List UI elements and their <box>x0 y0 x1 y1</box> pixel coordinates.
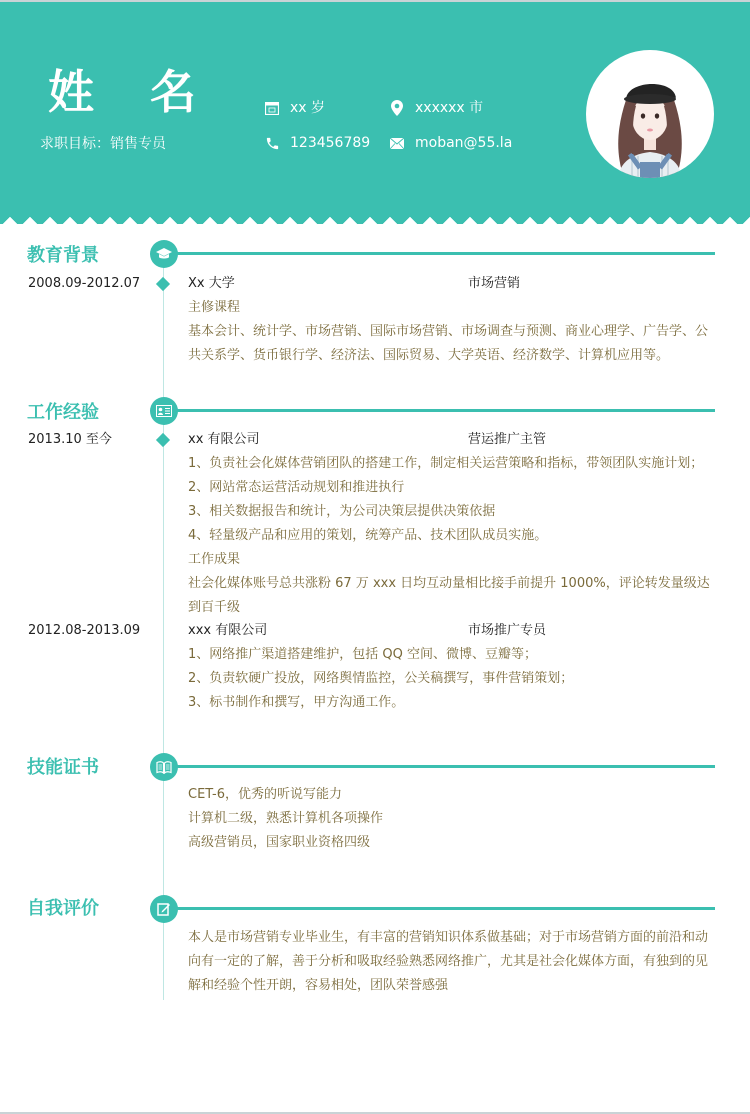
text-line: 社会化媒体账号总共涨粉 67 万 xxx 日均互动量相比接手前提升 1000%，评论转发量级达 <box>188 576 710 591</box>
text-line: 4、轻量级产品和应用的策划，统筹产品、技术团队成员实施。 <box>188 528 548 543</box>
education-details <box>188 296 718 368</box>
open-book-icon <box>150 753 178 781</box>
text-line: 2、负责软硬广投放，网络舆情监控，公关稿撰写，事件营销策划； <box>188 671 574 686</box>
text-line: 计算机二级，熟悉计算机各项操作 <box>188 811 384 826</box>
education-school: Xx 大学 <box>188 276 235 291</box>
text-line: 本人是市场营销专业毕业生，有丰富的营销知识体系做基础；对于市场营销方面的前沿和动 <box>188 930 709 945</box>
graduation-cap-icon <box>150 240 178 268</box>
id-card-icon <box>150 397 178 425</box>
education-date: 2008.09-2012.07 <box>28 276 141 291</box>
text-line: 1、网络推广渠道搭建维护，包括 QQ 空间、微博、豆瓣等； <box>188 647 538 662</box>
work-details-1 <box>188 452 718 620</box>
section-title-self-eval: 自我评价 <box>27 898 99 919</box>
timeline-line <box>163 262 164 1000</box>
edit-pencil-icon <box>150 895 178 923</box>
job-objective: 求职目标：销售专员 <box>40 136 166 152</box>
section-title-education: 教育背景 <box>27 245 99 266</box>
text-line: 1、负责社会化媒体营销团队的搭建工作，制定相关运营策略和指标，带领团队实施计划； <box>188 456 704 471</box>
section-title-work: 工作经验 <box>27 402 99 423</box>
illustrated-girl-avatar <box>586 50 714 178</box>
section-title-skills: 技能证书 <box>27 757 99 778</box>
section-rule-education <box>176 252 715 255</box>
work-details-2 <box>188 643 718 715</box>
phone-text: 123456789 <box>290 135 371 151</box>
text-line: 解和经验个性开朗，容易相处，团队荣誉感强 <box>188 978 449 993</box>
info-age <box>264 98 325 118</box>
zigzag-edge <box>0 210 750 224</box>
text-line: 3、相关数据报告和统计，为公司决策层提供决策依据 <box>188 504 496 519</box>
avatar <box>586 50 714 178</box>
text-line: 到百千级 <box>188 600 241 615</box>
calendar-icon <box>264 100 280 116</box>
timeline-marker <box>156 277 170 291</box>
section-rule-skills <box>176 765 715 768</box>
work-date-1: 2013.10 至今 <box>28 432 112 447</box>
city-text: xxxxxx 市 <box>415 100 484 116</box>
work-company-1: xx 有限公司 <box>188 432 260 447</box>
text-line: 基本会计、统计学、市场营销、国际市场营销、市场调查与预测、商业心理学、广告学、公 <box>188 324 709 339</box>
text-line: CET-6，优秀的听说写能力 <box>188 787 343 802</box>
text-line: 主修课程 <box>188 300 241 315</box>
text-line: 高级营销员，国家职业资格四级 <box>188 835 371 850</box>
section-rule-self-eval <box>176 907 715 910</box>
text-line: 3、标书制作和撰写，甲方沟通工作。 <box>188 695 405 710</box>
section-rule-work <box>176 409 715 412</box>
age-text: xx 岁 <box>290 100 326 116</box>
timeline-marker <box>156 433 170 447</box>
location-pin-icon <box>389 100 405 116</box>
education-major: 市场营销 <box>468 276 521 291</box>
work-role-1: 营运推广主管 <box>468 432 547 447</box>
skills-list <box>188 783 718 855</box>
text-line: 共关系学、货币银行学、经济法、国际贸易、大学英语、经济数学、计算机应用等。 <box>188 348 670 363</box>
work-company-2: xxx 有限公司 <box>188 623 268 638</box>
text-line: 工作成果 <box>188 552 241 567</box>
email-text: moban@55.la <box>415 135 513 151</box>
work-date-2: 2012.08-2013.09 <box>28 623 141 638</box>
info-city <box>389 98 483 118</box>
info-phone <box>264 133 370 153</box>
info-email <box>389 133 512 153</box>
candidate-name: 姓 名 <box>48 65 217 119</box>
mail-icon <box>389 135 405 151</box>
self-eval-text <box>188 926 718 998</box>
text-line: 向有一定的了解，善于分析和吸取经验熟悉网络推广，尤其是社会化媒体方面，有独到的见 <box>188 954 709 969</box>
work-role-2: 市场推广专员 <box>468 623 547 638</box>
text-line: 2、网站常态运营活动规划和推进执行 <box>188 480 405 495</box>
phone-icon <box>264 135 280 151</box>
